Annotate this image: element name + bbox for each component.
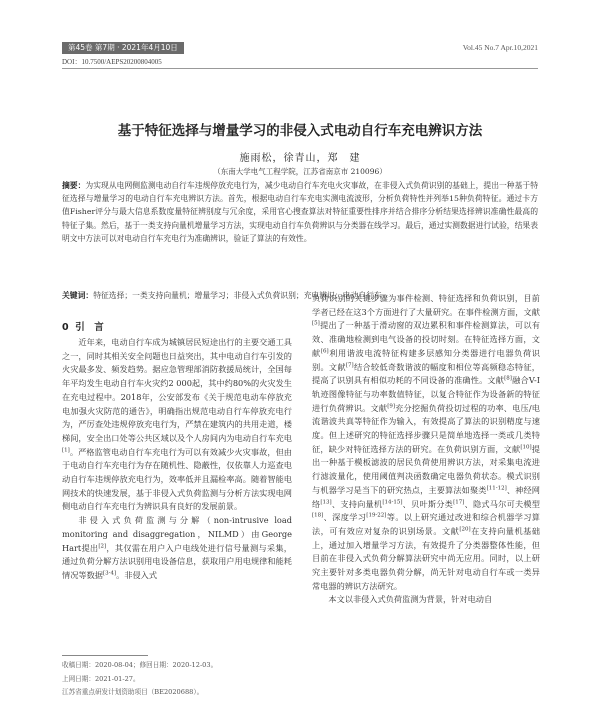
- section-number: 0: [62, 322, 69, 333]
- online-date: 上网日期：2021-01-27。: [62, 674, 140, 683]
- citation[interactable]: [8]: [504, 375, 512, 382]
- citation[interactable]: [3-4]: [102, 570, 117, 577]
- citation[interactable]: [2]: [98, 542, 107, 549]
- section-title: 引 言: [75, 322, 104, 333]
- received-date: 收稿日期：2020-08-04；修回日期：2020-12-03。: [62, 661, 218, 669]
- abstract-label: 摘要：: [62, 181, 86, 190]
- affiliation: （东南大学电气工程学院，江苏省南京市 210096）: [213, 167, 387, 176]
- citation[interactable]: [14-15]: [382, 498, 403, 505]
- doi-line: DOI：10.7500/AEPS20200804005: [62, 58, 162, 66]
- citation[interactable]: [10]: [520, 444, 532, 450]
- journal-volume-info: Vol.45 No.7 Apr.10,2021: [462, 43, 538, 52]
- footnote-divider: [62, 655, 148, 656]
- citation[interactable]: [11-12]: [486, 485, 507, 492]
- citation[interactable]: [7]: [345, 361, 354, 368]
- header-divider: [62, 68, 538, 69]
- abstract-text: 为实现从电网侧监测电动自行车违规停放充电行为，减少电动自行车充电火灾事故，在非侵入式负荷识别的基础上，提出一种基于特征选择与增量学习的电动自行车充电辨识方法。首先，根据电动自行车充电实测电流波形，分析负荷特性并列举15种负荷特征。通过卡方值Fisher评分与最大信息系数度量特征辨别度与冗余度，采用官心搜查算法对特征重要性排序并结合排序分析结果选择辨识准确性最高的特征子集。然后，基于一类支持向量机增量学习方法，实现电动自行车负荷辨识与分类器在线学习。最后，通过实测数据进行试验，结果表明文中方法可以对电动自行车充电行为准确辨识，验证了算法的有效性。: [62, 181, 539, 243]
- citation[interactable]: [17]: [453, 498, 465, 505]
- section-heading: [62, 319, 104, 333]
- left-column: [62, 336, 292, 583]
- intro-paragraph-3: 本文以非侵入式负荷监测为背景，针对电动自: [328, 594, 493, 605]
- citation[interactable]: [13]: [320, 498, 332, 505]
- funding-note: 江苏省重点研发计划资助项目（BE2020688）。: [62, 688, 204, 696]
- journal-issue-badge: 第45卷 第7期 · 2021年4月10日: [62, 42, 184, 54]
- citation[interactable]: [1]: [62, 446, 70, 453]
- intro-paragraph-2: 非侵入式负荷监测与分解（non-intrusive load monitoring and disaggregation，NILMD）由George Hart提出[2]，其仅需在用户入户电线处进行信号量测与采集，通过负荷分解方法识别用电设备信息，获取用户用电规律和能耗情况等数据[3-4]。非侵入式: [62, 515, 292, 580]
- right-column: [312, 292, 540, 607]
- citation[interactable]: [19-22]: [366, 512, 387, 519]
- author-list: 施雨松，徐青山，郑 建: [239, 153, 361, 164]
- intro-paragraph-1: 近年来，电动自行车成为城镇居民短途出行的主要交通工具之一，同时其相关安全问题也日益突出，其中电动自行车引发的火灾最多发、频发趋势。据应急管理部消防救援局统计，全国每年平均发生电动自行车火灾约2 000起，其中约80%的火灾发生在充电过程中。2018年，公安部发布《关于规范电动车停放充电加强火灾防范的通告》，明确指出规范电动自行车停放充电行为，严厉查处违规停放充电行为，严禁在建筑内的共用走道，楼梯间，安全出口处等公共区域以及个人房间内为电动自行车充电[1]。严格监管电动自行车充电行为可以有效减少火灾事故，但由于电动自行车充电行为存在随机性、隐蔽性，仅依靠人力巡查电动自行车违规停放充电行为，效率低并且漏检率高。随着智能电网技术的快速发展，基于非侵入式负荷监测与分析方法实现电网侧电动自行车充电行为辨识具有良好的发展前景。: [62, 337, 292, 512]
- citation[interactable]: [6]: [320, 348, 329, 355]
- footnotes: [62, 659, 292, 700]
- paper-title: 基于特征选择与增量学习的非侵入式电动自行车充电辨识方法: [117, 123, 483, 139]
- citation[interactable]: [9]: [387, 402, 396, 409]
- keywords-label: 关键词：: [62, 291, 94, 300]
- citation[interactable]: [20]: [459, 526, 471, 533]
- citation[interactable]: [18]: [312, 512, 324, 519]
- keywords-text: 特征选择；一类支持向量机；增量学习；非侵入式负荷识别；充电辨识；电动自行车: [93, 291, 382, 300]
- intro-paragraph-continued: 负荷识别的关键步骤为事件检测、特征选择和负荷识别，目前学者已经在这3个方面进行了大量研究。在事件检测方面，文献[5]提出了一种基于滑动窗的双边累积和事件检测算法，可以有效、准确地检测到电气设备的投切时刻。在特征选择方面，文献[6]利用谐波电流特征构建多层感知分类器进行电器负荷识别。文献[7]结合较低奇数谐波的幅度和相位等高频稳态特征，提高了识别具有相似功耗的不同设备的准确性。文献[8]融合V-I轨迹图像特征与功率数值特征，以复合特征作为设备新的特征进行负荷辨识。文献[9]充分挖掘负荷投切过程的功率、电压/电流谐波共真等特征作为输入，有效提高了算法的识别精度与速度。但上述研究的特征选择步骤只是简单地选择一类或几类特征，缺少对特征选择方法的研究。在负荷识别方面，文献[10]提出一种基于模板滤波的居民负荷使用辨识方法，对采集电流进行滤波量化，使用阈值判决函数确定电器负荷状态。模式识别与机器学习是当下的研究热点，主要算法如聚类[11-12]、神经网络[13]、支持向量机[14-15]、贝叶斯分类[17]、隐式马尔可夫模型[18]、深度学习[19-22]等。以上研究通过改进和综合机器学习算法，可有效应对复杂的识别场景。文献[20]在支持向量机基础上，通过加入增量学习方法，有效提升了分类器整体性能，但目前在非侵入式负荷分解算法研究中尚无应用。同时，以上研究主要针对多类电器负荷分解，尚无针对电动自行车或一类异常电器的辨识方法研究。: [312, 293, 540, 591]
- citation[interactable]: [5]: [312, 320, 320, 327]
- abstract: [62, 179, 538, 245]
